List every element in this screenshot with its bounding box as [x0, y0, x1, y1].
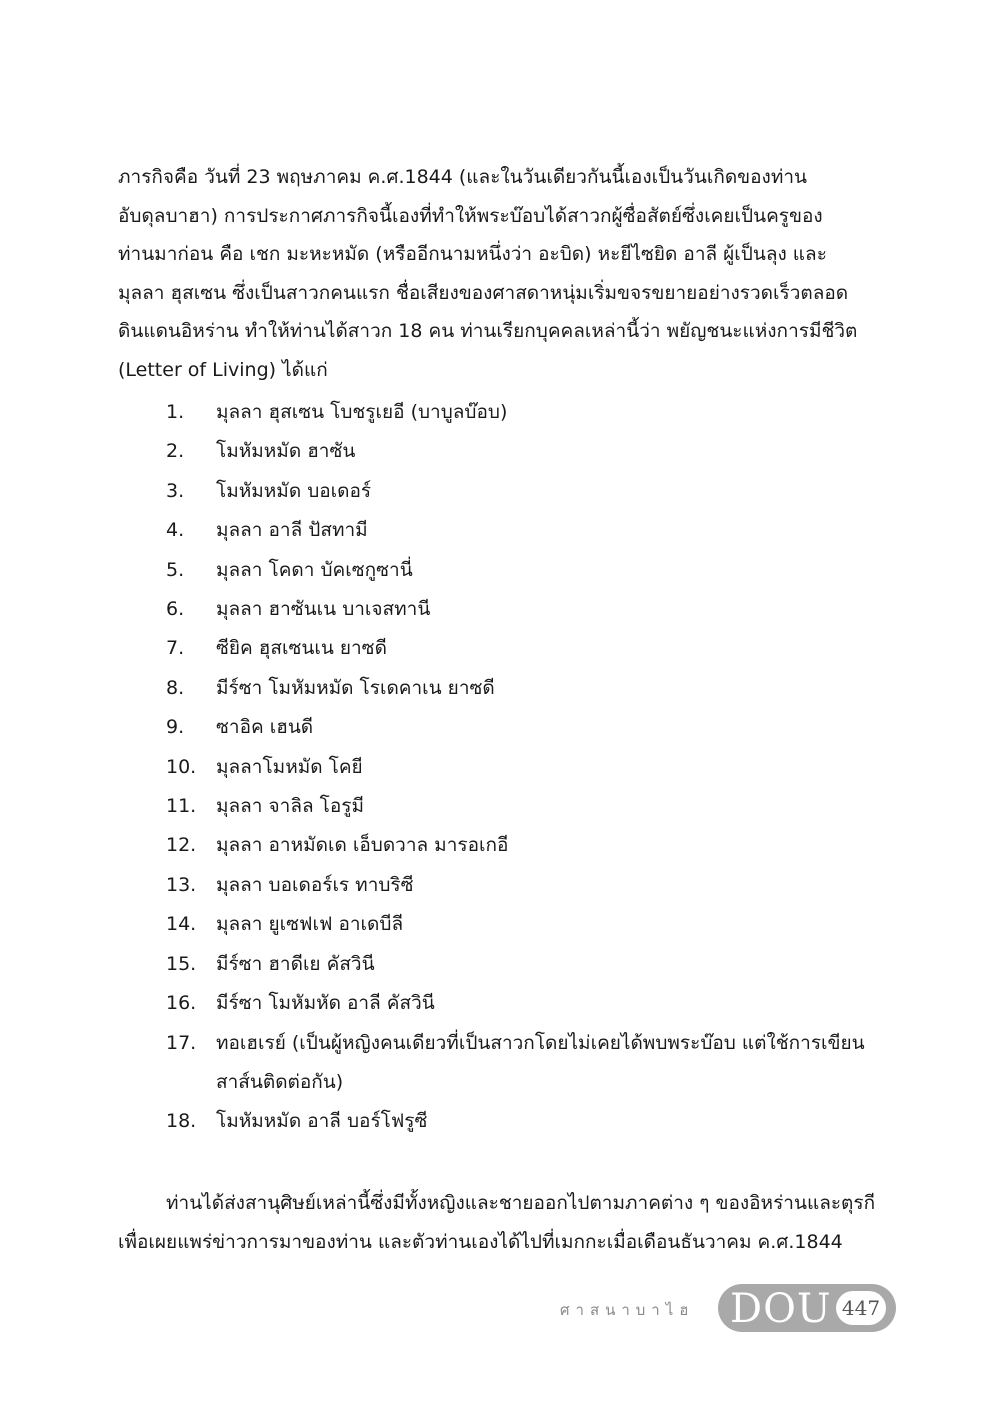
intro-line: อับดุลบาฮา) การประกาศภารกิจนี้เองที่ทำให้พระบ๊อบได้สาวกผู้ซื่อสัตย์ซึ่งเคยเป็นครูของ: [118, 204, 823, 227]
list-number: 3.: [166, 479, 185, 502]
list-number: 6.: [166, 598, 185, 621]
list-text: มุลลา จาลิล โอรูมี: [216, 795, 364, 818]
list-item: [166, 826, 898, 865]
intro-line: ท่านมาก่อน คือ เชก มะหะหมัด (หรืออีกนามหนึ่งว่า อะบิด) หะยีไซยิด อาลี ผู้เป็นลุง และ: [118, 243, 827, 265]
list-text: มุลลา ยูเซฟเฟ อาเดบีลี: [216, 913, 404, 936]
list-text: ซียิค ฮุสเซนเน ยาซดี: [216, 637, 387, 660]
list-text: มุลลา โคดา บัคเซกูซานี่: [216, 558, 413, 581]
paragraph-line: ท่านได้ส่งสานุศิษย์เหล่านี้ซึ่งมีทั้งหญิงและชายออกไปตามภาคต่าง ๆ ของอิหร่านและตุรกี: [166, 1192, 876, 1214]
disciples-list: [166, 393, 898, 1142]
list-item: [166, 472, 898, 511]
list-text: มีร์ซา โมหัมหมัด โรเดคาเน ยาซดี: [216, 676, 495, 699]
list-text: มีร์ซา โมหัมหัด อาลี คัสวินี: [216, 992, 435, 1015]
list-text: โมหัมหมัด ฮาซัน: [216, 440, 356, 463]
list-number: 8.: [166, 676, 185, 699]
list-item: [166, 1102, 898, 1141]
list-number: 17.: [166, 1031, 197, 1054]
list-item: [166, 866, 898, 905]
list-text: โมหัมหมัด บอเดอร์: [216, 479, 372, 502]
list-item: [166, 511, 898, 550]
list-number: 13.: [166, 873, 197, 896]
list-item: [166, 669, 898, 708]
list-number: 15.: [166, 952, 197, 975]
list-item: [166, 748, 898, 787]
list-text-continued: สาส์นติดต่อกัน): [216, 1070, 344, 1093]
footer-course-name: ศาสนาบาไฮ: [560, 1301, 695, 1319]
list-text: มุลลา บอเดอร์เร ทาบริซี: [216, 873, 414, 896]
list-number: 7.: [166, 637, 185, 660]
intro-line: ดินแดนอิหร่าน ทำให้ท่านได้สาวก 18 คน ท่านเรียกบุคคลเหล่านี้ว่า พยัญชนะแห่งการมีชีวิต: [118, 320, 858, 342]
list-item: [166, 945, 898, 984]
list-text: มุลลา ฮาซันเน บาเจสทานี: [216, 598, 431, 621]
list-item: [166, 590, 898, 629]
list-text: มุลลา อาลี ปัสทามี: [216, 519, 368, 542]
list-number: 14.: [166, 913, 197, 936]
list-number: 2.: [166, 440, 185, 463]
list-text: ทอเฮเรย์ (เป็นผู้หญิงคนเดียวที่เป็นสาวกโดยไม่เคยได้พบพระบ๊อบ แต่ใช้การเขียน: [216, 1031, 865, 1054]
dou-logo-badge: [718, 1284, 896, 1332]
list-item: [166, 551, 898, 590]
list-number: 18.: [166, 1110, 197, 1133]
intro-line: ภารกิจคือ วันที่ 23 พฤษภาคม ค.ศ.1844 (และในวันเดียวกันนี้เองเป็นวันเกิดของท่าน: [118, 166, 808, 188]
list-text: ซาอิค เฮนดี: [216, 716, 314, 739]
list-item: [166, 1024, 898, 1103]
list-text: มุลลา อาหมัดเด เอ็บดวาล มารอเกอี: [216, 834, 509, 857]
list-text: โมหัมหมัด อาลี บอร์โฟรูซี: [216, 1110, 428, 1133]
list-number: 11.: [166, 795, 197, 818]
intro-paragraph: [118, 158, 898, 389]
list-number: 10.: [166, 755, 197, 778]
list-item: [166, 708, 898, 747]
list-item: [166, 432, 898, 471]
paragraph-line: เพื่อเผยแพร่ข่าวการมาของท่าน และตัวท่านเองได้ไปที่เมกกะเมื่อเดือนธันวาคม ค.ศ.1844: [118, 1230, 843, 1253]
intro-line: มุลลา ฮุสเซน ซึ่งเป็นสาวกคนแรก ชื่อเสียงของศาสดาหนุ่มเริ่มขจรขยายอย่างรวดเร็วตลอด: [118, 281, 849, 304]
list-number: 16.: [166, 992, 197, 1015]
list-number: 12.: [166, 834, 197, 857]
list-item: [166, 393, 898, 432]
list-number: 4.: [166, 519, 185, 542]
list-item: [166, 984, 898, 1023]
list-item: [166, 629, 898, 668]
page-number: 447: [836, 1291, 886, 1325]
list-item: [166, 787, 898, 826]
intro-line: (Letter of Living) ได้แก่: [118, 358, 328, 381]
dou-logo-text: DOU: [730, 1286, 832, 1332]
list-text: มุลลาโมหมัด โคยี: [216, 755, 363, 778]
list-text: มุลลา ฮุสเซน โบชรูเยอี (บาบูลบ๊อบ): [216, 401, 508, 423]
closing-paragraph: [118, 1184, 898, 1261]
list-text-wrap: [216, 1024, 898, 1103]
list-number: 1.: [166, 401, 185, 423]
list-text: มีร์ซา ฮาดีเย คัสวินี: [216, 952, 375, 975]
list-number: 9.: [166, 716, 185, 739]
list-item: [166, 905, 898, 944]
list-number: 5.: [166, 558, 185, 581]
